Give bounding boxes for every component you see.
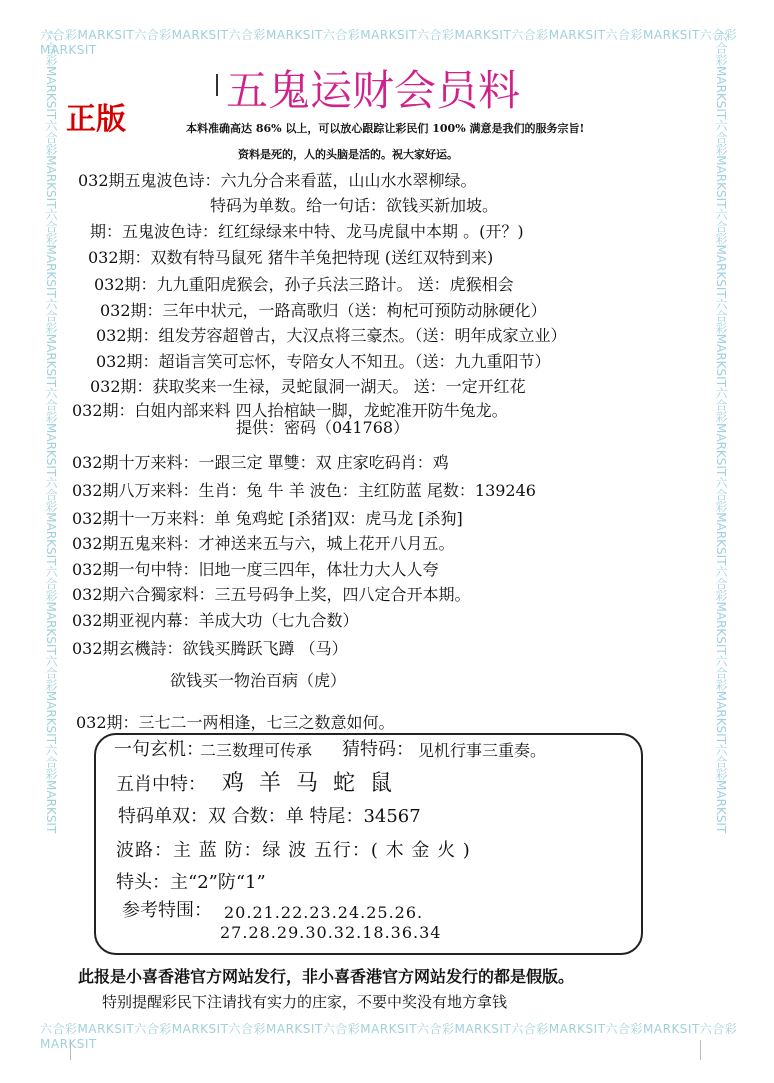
crop-mark bbox=[50, 1040, 71, 1060]
text-line: 032期玄機詩：欲钱买腾跃飞蹲 （马） bbox=[72, 639, 348, 658]
crop-mark bbox=[700, 1040, 721, 1060]
five-zodiac-text: 鸡 羊 马 蛇 鼠 bbox=[222, 771, 396, 796]
warning-line: 特别提醒彩民下注请找有实力的庄家，不要中奖没有地方拿钱 bbox=[102, 993, 508, 1011]
watermark-bottom: 六合彩MARKSIT六合彩MARKSIT六合彩MARKSIT六合彩MARKSIT六合彩MARKSIT六合彩MARKSIT六合彩MARKSIT六合彩MARKSIT bbox=[40, 1022, 738, 1051]
odd-even-line: 特码单双：双 合数：单 特尾：34567 bbox=[118, 806, 421, 827]
luck-note: 资料是死的，人的头脑是活的。祝大家好运。 bbox=[238, 148, 458, 161]
text-line: 032期：组发芳容超曾古，大汉点将三豪杰。（送：明年成家立业） bbox=[96, 326, 567, 345]
authentic-badge: 正版 bbox=[66, 102, 126, 137]
text-line: 032期八万来料：生肖：兔 牛 羊 波色：主红防蓝 尾数：139246 bbox=[72, 481, 536, 500]
reference-label: 参考特围： bbox=[122, 900, 212, 921]
text-line: 欲钱买一物治百病（虎） bbox=[170, 671, 347, 690]
text-line: 032期一句中特：旧地一度三四年，体壮力大人人夸 bbox=[72, 560, 439, 579]
text-line: 032期：三七二一两相逢，七三之数意如何。 bbox=[76, 713, 395, 732]
text-line: 032期五鬼来料：才神送来五与六，城上花开八月五。 bbox=[72, 534, 455, 553]
watermark-top: 六合彩MARKSIT六合彩MARKSIT六合彩MARKSIT六合彩MARKSIT六合彩MARKSIT六合彩MARKSIT六合彩MARKSIT六合彩MARKSIT bbox=[40, 28, 738, 57]
text-line: 032期十万来料：一跟三定 單雙：双 庄家吃码肖：鸡 bbox=[72, 453, 449, 472]
watermark-right: 六合彩MARKSIT六合彩MARKSIT六合彩MARKSIT六合彩MARKSIT六合彩MARKSIT六合彩MARKSIT六合彩MARKSIT六合彩MARKSIT六合彩MARKSIT bbox=[714, 30, 728, 834]
text-line: 032期十一万来料：单 兔鸡蛇 [杀猪]双：虎马龙 [杀狗] bbox=[72, 509, 463, 528]
text-line: 032期：三年中状元，一路高歌归（送：枸杞可预防动脉硬化） bbox=[100, 301, 547, 320]
text-line: 提供：密码（041768） bbox=[236, 418, 410, 437]
guess-label: 猜特码： bbox=[342, 739, 414, 760]
wave-line: 波路：主 蓝 防：绿 波 五行：( 木 金 火 ) bbox=[116, 840, 471, 861]
title-bar-mark bbox=[216, 74, 218, 96]
text-line: 032期：超诣言笑可忘怀，专陪女人不知丑。（送：九九重阳节） bbox=[96, 352, 551, 371]
reference-row: 20.21.22.23.24.25.26. bbox=[224, 903, 424, 922]
five-zodiac-label: 五肖中特： bbox=[116, 774, 206, 795]
disclaimer-line: 此报是小喜香港官方网站发行，非小喜香港官方网站发行的都是假版。 bbox=[78, 967, 575, 986]
text-line: 032期：获取奖来一生禄，灵蛇鼠洞一湖天。 送：一定开红花 bbox=[90, 377, 526, 396]
head-line: 特头：主“2”防“1” bbox=[116, 872, 266, 893]
text-line: 032期：白姐内部来料 四人抬棺缺一脚，龙蛇准开防牛兔龙。 bbox=[72, 401, 508, 420]
watermark-left: 六合彩MARKSIT六合彩MARKSIT六合彩MARKSIT六合彩MARKSIT六合彩MARKSIT六合彩MARKSIT六合彩MARKSIT六合彩MARKSIT六合彩MARKSIT bbox=[44, 30, 58, 834]
text-line: 032期六合獨家料：三五号码争上奖，四八定合开本期。 bbox=[72, 585, 471, 604]
reference-row: 27.28.29.30.32.18.36.34 bbox=[220, 923, 442, 942]
guess-text: 见机行事三重奏。 bbox=[418, 741, 547, 760]
text-line: 032期五鬼波色诗：六九分合来看蓝，山山水水翠柳绿。 bbox=[78, 171, 477, 190]
hint-text: 二三数理可传承 bbox=[200, 741, 313, 760]
text-line: 期：五鬼波色诗：红红绿绿来中特、龙马虎鼠中本期 。(开？) bbox=[90, 222, 524, 241]
text-line: 032期：九九重阳虎猴会，孙子兵法三路计。 送：虎猴相会 bbox=[94, 275, 514, 294]
accuracy-note: 本料准确高达 86% 以上，可以放心跟踪让彩民们 100% 满意是我们的服务宗旨! bbox=[186, 122, 585, 135]
hint-label: 一句玄机： bbox=[114, 739, 204, 760]
text-line: 032期亚视内幕：羊成大功（七九合数） bbox=[72, 611, 359, 630]
text-line: 032期：双数有特马鼠死 猪牛羊兔把特现 (送红双特到来) bbox=[88, 248, 494, 267]
text-line: 特码为单数。给一句话：欲钱买新加坡。 bbox=[210, 196, 499, 215]
page-title: 五鬼运财会员料 bbox=[226, 66, 521, 115]
